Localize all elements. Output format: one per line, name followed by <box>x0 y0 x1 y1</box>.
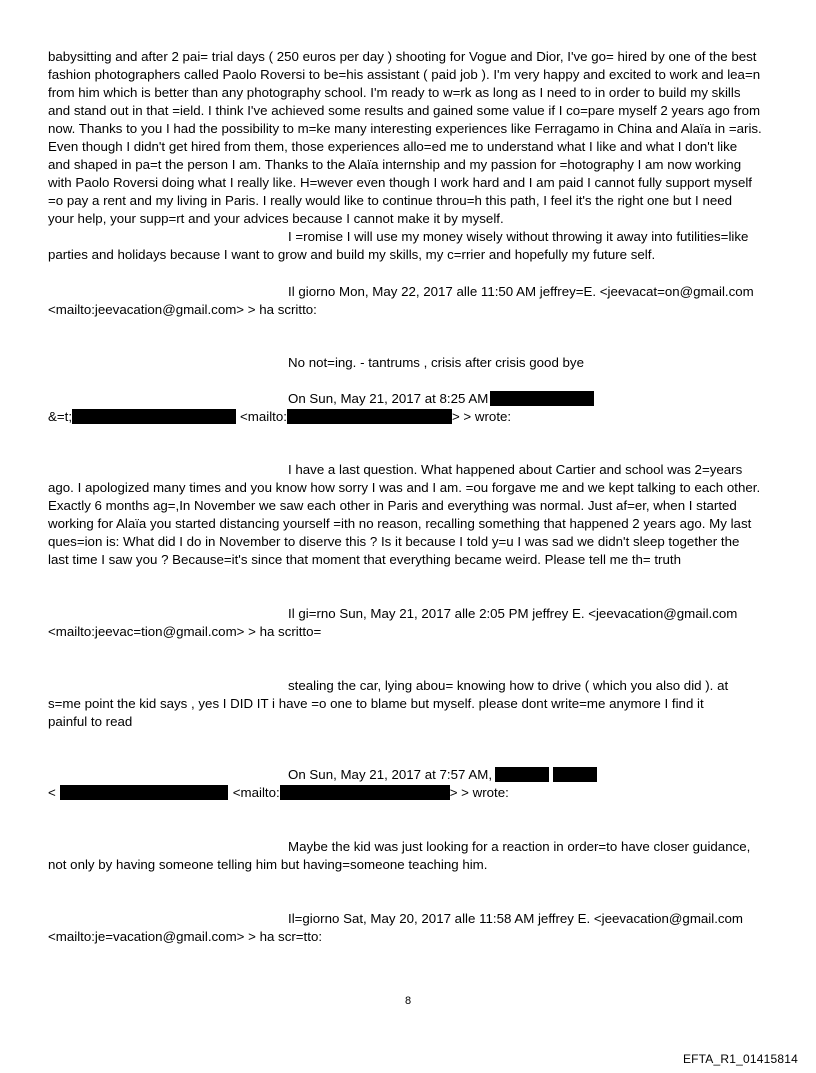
text-line: painful to read <box>48 714 133 729</box>
text-line: working for Alaïa you started distancing yourself =ith no reason, recalling something that happened 2 years ago. My last <box>48 516 752 531</box>
paragraph-body-2 <box>48 228 778 264</box>
quote-header-3 <box>48 605 778 641</box>
text-line: your help, your supp=rt and your advices because I cannot make it by myself. <box>48 211 504 226</box>
text-line: I have a last question. What happened about Cartier and school was 2=years <box>288 462 743 477</box>
header-mailto: <mailto: <box>232 785 280 800</box>
text-line: fashion photographers called Paolo Roversi to be=his assistant ( paid job ). I'm very happy and excited to work and lea=n <box>48 67 761 82</box>
page-number: 8 <box>404 995 412 1007</box>
text-line: ago. I apologized many times and you know how sorry I was and I am. =ou forgave me and we kept talking to each other. <box>48 480 761 495</box>
text-line: Il gi=rno Sun, May 21, 2017 alle 2:05 PM jeffrey E. <jeevacation@gmail.com <box>288 606 738 621</box>
redaction-bar <box>553 767 597 782</box>
reply-text-1 <box>48 354 778 372</box>
text-line: stealing the car, lying abou= knowing how to drive ( which you also did ). at <box>288 678 729 693</box>
quote-header-2 <box>48 390 778 426</box>
header-date: On Sun, May 21, 2017 at 7:57 AM, <box>288 767 493 782</box>
reply-text-2 <box>48 677 778 731</box>
redaction-bar <box>287 409 452 424</box>
text-line <box>48 390 778 408</box>
text-line: Even though I didn't get hired from them, those experiences allo=ed me to understand what I like and what I don't like <box>48 139 738 154</box>
text-line: Il=giorno Sat, May 20, 2017 alle 11:58 AM jeffrey E. <jeevacation@gmail.com <box>288 911 744 926</box>
bates-number: EFTA_R1_01415814 <box>682 1052 798 1066</box>
text-line <box>48 784 778 802</box>
text-line: Il giorno Mon, May 22, 2017 alle 11:50 AM jeffrey=E. <jeevacat=on@gmail.com <box>288 284 754 299</box>
text-line: babysitting and after 2 pai= trial days ( 250 euros per day ) shooting for Vogue and Dior, I've go= hired by one of the best <box>48 49 757 64</box>
text-line: ques=ion is: What did I do in November to diserve this ? Is it because I told y=u I was sad we didn't sleep together the <box>48 534 740 549</box>
text-line: Exactly 6 months ag=,In November we saw each other in Paris and everything was normal. Just af=er, when I started <box>48 498 737 513</box>
header-wrote: > > wrote: <box>451 409 512 424</box>
text-line: and shaped in pa=t the person I am. Thanks to the Alaïa internship and my passion for =hotography I am now working <box>48 157 742 172</box>
text-line: and stand out in that =ield. I think I've achieved some results and gained some value if I co=pare myself 2 years ago from <box>48 103 761 118</box>
quote-header-5 <box>48 910 778 946</box>
text-line <box>48 408 778 426</box>
header-date: On Sun, May 21, 2017 at 8:25 AM <box>288 391 489 406</box>
redaction-bar <box>495 767 549 782</box>
text-line: =o pay a rent and my living in Paris. I really would like to continue throu=h this path, I feel it's the right one but I need <box>48 193 733 208</box>
header-fragment: &=t; <box>48 409 73 424</box>
quote-header-4 <box>48 766 778 802</box>
redaction-bar <box>280 785 450 800</box>
text-line: parties and holidays because I want to grow and build my skills, my c=rrier and hopefully my future self. <box>48 247 656 262</box>
text-line: now. Thanks to you I had the possibility to m=ke many interesting experiences like Ferragamo in China and Alaïa in =aris. <box>48 121 762 136</box>
text-line: Maybe the kid was just looking for a reaction in order=to have closer guidance, <box>288 839 751 854</box>
text-line: <mailto:je=vacation@gmail.com> > ha scr=tto: <box>48 929 323 944</box>
text-line <box>48 766 778 784</box>
redaction-bar <box>490 391 594 406</box>
text-line: I =romise I will use my money wisely without throwing it away into futilities=like <box>288 229 749 244</box>
text-line: No not=ing. - tantrums , crisis after crisis good bye <box>288 355 584 370</box>
text-line: <mailto:jeevac=tion@gmail.com> > ha scritto= <box>48 624 322 639</box>
text-line: from him which is better than any photography school. I'm ready to w=rk as long as I need to in order to build my skills <box>48 85 741 100</box>
paragraph-body-1 <box>48 48 778 228</box>
paragraph-body-4 <box>48 838 778 874</box>
text-line: last time I saw you ? Because=it's since that moment that everything became weird. Please tell me th= truth <box>48 552 681 567</box>
paragraph-body-3 <box>48 461 778 569</box>
header-mailto: <mailto: <box>240 409 287 424</box>
header-fragment: < <box>48 785 56 800</box>
text-line: s=me point the kid says , yes I DID IT i have =o one to blame but myself. please dont write=me anymore I find it <box>48 696 704 711</box>
redaction-bar <box>60 785 228 800</box>
text-line: not only by having someone telling him but having=someone teaching him. <box>48 857 488 872</box>
quote-header-1 <box>48 283 778 319</box>
text-line: <mailto:jeevacation@gmail.com> > ha scritto: <box>48 302 317 317</box>
header-wrote: > > wrote: <box>449 785 509 800</box>
redaction-bar <box>72 409 236 424</box>
text-line: with Paolo Roversi doing what I really like. H=wever even though I work hard and I am paid I cannot fully support myself <box>48 175 752 190</box>
